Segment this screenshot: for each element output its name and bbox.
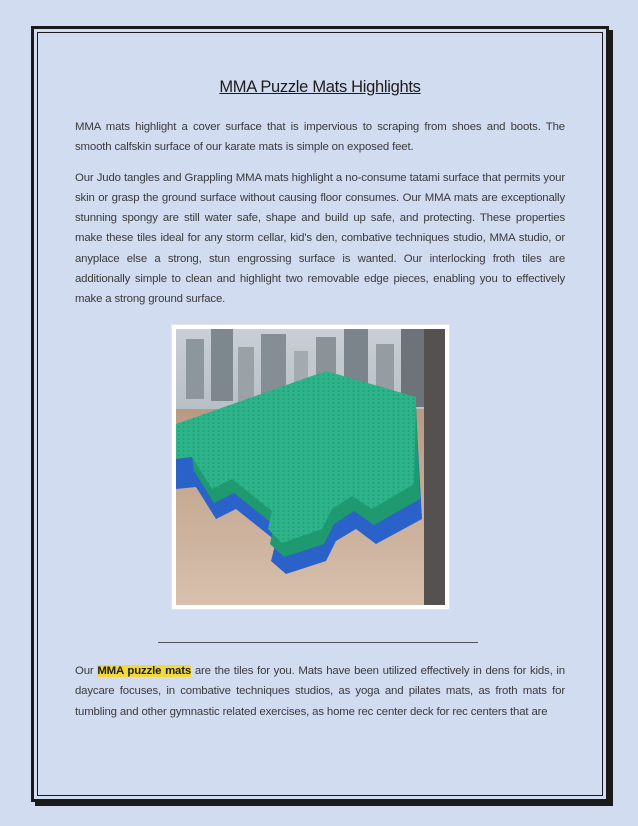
paragraph-usage-prefix: Our <box>75 665 98 677</box>
mma-puzzle-mats-link[interactable]: MMA puzzle mats <box>97 665 192 677</box>
document-body <box>75 72 565 310</box>
paragraph-usage-text: are the tiles for you. Mats have been utilized effectively in dens for kids, in daycare focuses, in combative techniques studios, as yoga and pilates mats, as froth mats for tumbling and other gymnastic related exercises, as home rec center deck for rec centers that are <box>75 665 565 718</box>
page-title: MMA Puzzle Mats Highlights <box>219 78 421 96</box>
horizontal-divider <box>158 642 478 643</box>
paragraph-intro: MMA mats highlight a cover surface that is impervious to scraping from shoes and boots. The smooth calfskin surface of our karate mats is simple on exposed feet. <box>75 121 565 154</box>
paragraph-usage <box>75 661 565 722</box>
paragraph-details: Our Judo tangles and Grappling MMA mats highlight a no-consume tatami surface that permits your skin or grasp the ground surface without causing floor consumes. Our MMA mats are exceptionally stunning spongy are still water safe, shape and build up safe, and protecting. These properties make these tiles ideal for any storm cellar, kid's den, combative techniques studio, MMA studio, or anyplace else a strong, stun engrossing surface is wanted. Our interlocking froth tiles are additionally simple to clean and highlight two removable edge pieces, enabling you to effectively make a strong ground surface. <box>75 171 565 306</box>
mat-photo-frame <box>172 325 449 609</box>
puzzle-mat-image <box>176 329 445 605</box>
